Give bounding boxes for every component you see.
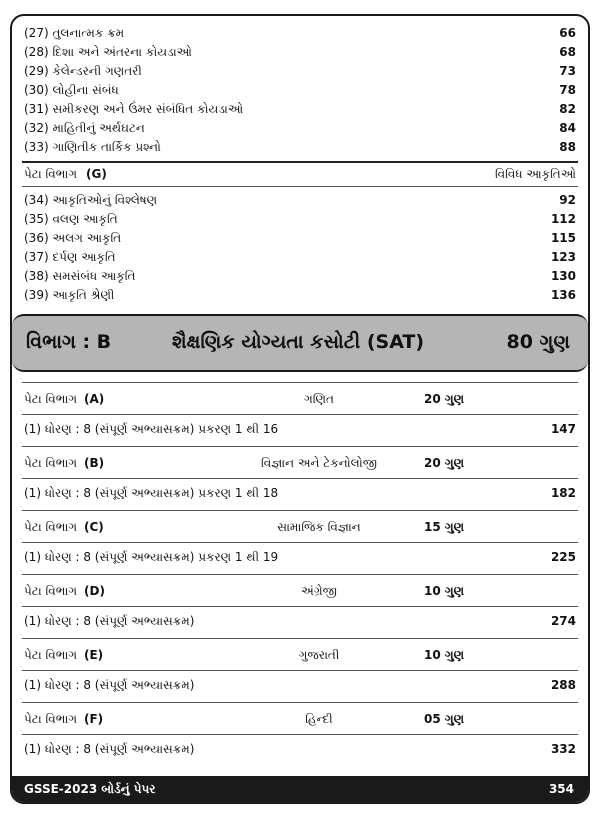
subject-name: હિન્દી — [305, 712, 333, 726]
page-number: 68 — [559, 45, 576, 59]
subject-name: ગણિત — [304, 392, 334, 406]
page-number: 274 — [550, 614, 576, 628]
footer-text: GSSE-2023 બોર્ડનું પેપર — [24, 782, 156, 796]
page-number: 78 — [559, 83, 576, 97]
page-number: 123 — [550, 250, 576, 264]
index-entry: (29) કેલેન્ડરની ગણતરી 73 — [24, 64, 576, 78]
subsection-block: પેટા વિભાગ (E) ગુજરાતી 10 ગુણ (1) ધોરણ : 8 (સંપૂર્ણ અભ્યાસક્રમ) 288 — [12, 638, 588, 698]
index-entry: (32) માહિતીનું અર્થઘટન 84 — [24, 121, 576, 135]
page-number: 288 — [550, 678, 576, 692]
section-label: વિભાગ : B — [26, 331, 112, 353]
index-entry: (38) સમસંબંધ આકૃતિ 130 — [24, 269, 576, 283]
marks: 10 ગુણ — [424, 584, 465, 598]
page-number: 354 — [548, 782, 574, 796]
subsection-block: પેટા વિભાગ (A) ગણિત 20 ગુણ (1) ધોરણ : 8 (સંપૂર્ણ અભ્યાસક્રમ) પ્રકરણ 1 થી 16 147 — [12, 382, 588, 442]
subject-name: વિજ્ઞાન અને ટેકનોલોજી — [261, 456, 377, 470]
index-entry: (33) ગાણિતીક તાર્કિક પ્રશ્નો 88 — [24, 140, 576, 154]
subsection-block: પેટા વિભાગ (F) હિન્દી 05 ગુણ (1) ધોરણ : 8 (સંપૂર્ણ અભ્યાસક્રમ) 332 — [12, 702, 588, 762]
section-marks: 80 ગુણ — [506, 331, 570, 353]
page-number: 225 — [550, 550, 576, 564]
marks: 20 ગુણ — [424, 392, 465, 406]
page-number: 147 — [550, 422, 576, 436]
index-entry: (30) લોહીના સંબંધ 78 — [24, 83, 576, 97]
page-number: 73 — [559, 64, 576, 78]
page-number: 115 — [550, 231, 576, 245]
index-entry: (34) આકૃતિઓનું વિશ્લેષણ 92 — [24, 193, 576, 207]
page-number: 182 — [550, 486, 576, 500]
section-b-banner — [12, 314, 588, 372]
index-entry: (35) વલણ આકૃતિ 112 — [24, 212, 576, 226]
page-number: 130 — [550, 269, 576, 283]
subject-name: અંગ્રેજી — [301, 584, 337, 598]
subject-name: ગુજરાતી — [298, 648, 340, 662]
page-number: 88 — [559, 140, 576, 154]
index-entry: (31) સમીકરણ અને ઉંમર સંબંધિત કોયડાઓ 82 — [24, 102, 576, 116]
index-page-frame — [10, 14, 590, 804]
subsection-g-title: વિવિધ આકૃતિઓ — [494, 167, 576, 181]
index-entry: (28) દિશા અને અંતરના કોયડાઓ 68 — [24, 45, 576, 59]
marks: 05 ગુણ — [424, 712, 465, 726]
index-entry: (36) અલગ આકૃતિ 115 — [24, 231, 576, 245]
page-number: 66 — [559, 26, 576, 40]
divider — [22, 161, 578, 163]
section-title: શૈક્ષણિક યોગ્યતા કસોટી (SAT) — [172, 331, 425, 353]
page-number: 136 — [550, 288, 576, 302]
subject-name: સામાજિક વિજ્ઞાન — [277, 520, 361, 534]
subsection-block: પેટા વિભાગ (D) અંગ્રેજી 10 ગુણ (1) ધોરણ : 8 (સંપૂર્ણ અભ્યાસક્રમ) 274 — [12, 574, 588, 634]
subsection-g-header: પેટા વિભાગ (G) વિવિધ આકૃતિઓ — [24, 167, 576, 181]
page-number: 112 — [550, 212, 576, 226]
footer-bar — [12, 776, 588, 802]
page-number: 84 — [559, 121, 576, 135]
index-entry: (27) તુલનાત્મક ક્રમ 66 — [24, 26, 576, 40]
subsection-block: પેટા વિભાગ (B) વિજ્ઞાન અને ટેકનોલોજી 20 ગુણ (1) ધોરણ : 8 (સંપૂર્ણ અભ્યાસક્રમ) પ્રકરણ 1 થી 18 182 — [12, 446, 588, 506]
subsection-block: પેટા વિભાગ (C) સામાજિક વિજ્ઞાન 15 ગુણ (1) ધોરણ : 8 (સંપૂર્ણ અભ્યાસક્રમ) પ્રકરણ 1 થી 19 225 — [12, 510, 588, 570]
index-entry: (39) આકૃતિ શ્રેણી 136 — [24, 288, 576, 302]
marks: 15 ગુણ — [424, 520, 465, 534]
page-number: 92 — [559, 193, 576, 207]
page-number: 332 — [550, 742, 576, 756]
marks: 10 ગુણ — [424, 648, 465, 662]
page-number: 82 — [559, 102, 576, 116]
index-entry: (37) દર્પણ આકૃતિ 123 — [24, 250, 576, 264]
divider — [22, 186, 578, 187]
marks: 20 ગુણ — [424, 456, 465, 470]
